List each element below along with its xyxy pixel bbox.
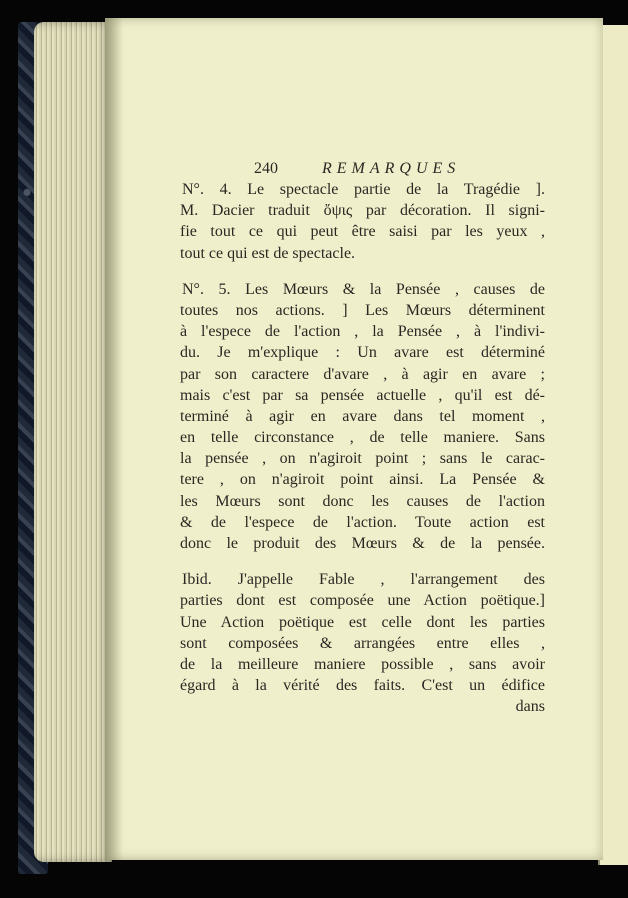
- text-line: du. Je m'explique : Un avare est déterminé: [180, 344, 545, 362]
- text-line: égard à la vérité des faits. C'est un édifice: [180, 677, 545, 695]
- text-line: tout ce qui est de spectacle.: [180, 244, 356, 262]
- text-line: donc le produit des Mœurs & de la pensée.: [180, 535, 545, 552]
- text-line: tere , on n'agiroit point ainsi. La Pensée &: [180, 471, 545, 489]
- text-line: mais c'est par sa pensée actuelle , qu'il est dé-: [180, 386, 545, 404]
- paragraph-5: [150, 279, 545, 554]
- paragraph-4: [150, 179, 545, 264]
- text-line: terminé à agir en avare dans tel moment ,: [180, 407, 545, 425]
- text-line: M. Dacier traduit ὄψις par décoration. Il signi-: [180, 202, 545, 220]
- paragraph-ibid: [150, 569, 545, 717]
- text-line: à l'espece de l'action , la Pensée , à l'indivi-: [180, 323, 545, 341]
- text-line: en telle circonstance , de telle maniere. Sans: [180, 429, 545, 447]
- page-text: [150, 158, 545, 718]
- text-line: parties dont est composée une Action poëtique.]: [180, 592, 545, 610]
- text-line: par son caractere d'avare , à agir en avare ;: [180, 365, 545, 383]
- page-number: 240: [254, 160, 278, 177]
- paragraph-gap: [150, 264, 545, 279]
- text-line: sont composées & arrangées entre elles ,: [180, 634, 545, 652]
- text-line: de la meilleure maniere possible , sans avoir: [180, 655, 545, 673]
- gutter-shadow: [105, 18, 123, 860]
- text-line: toutes nos actions. ] Les Mœurs déterminent: [180, 301, 545, 319]
- running-title: REMARQUES: [322, 160, 461, 177]
- page-header: [150, 158, 545, 179]
- text-line: & de l'espece de l'action. Toute action est: [180, 513, 545, 531]
- text-line: Une Action poëtique est celle dont les parties: [180, 613, 545, 631]
- text-line: N°. 5. Les Mœurs & la Pensée , causes de: [182, 280, 545, 298]
- text-line: les Mœurs sont donc les causes de l'action: [180, 492, 545, 510]
- text-line: fie tout ce qui peut être saisi par les yeux ,: [180, 223, 545, 241]
- page-edges: [34, 22, 112, 862]
- paragraph-gap: [150, 554, 545, 569]
- text-line: Ibid. J'appelle Fable , l'arrangement des: [182, 571, 545, 589]
- text-line: la pensée , on n'agiroit point ; sans le carac-: [180, 450, 545, 468]
- text-line: N°. 4. Le spectacle partie de la Tragédie ].: [182, 181, 545, 198]
- catchword: dans: [515, 698, 545, 716]
